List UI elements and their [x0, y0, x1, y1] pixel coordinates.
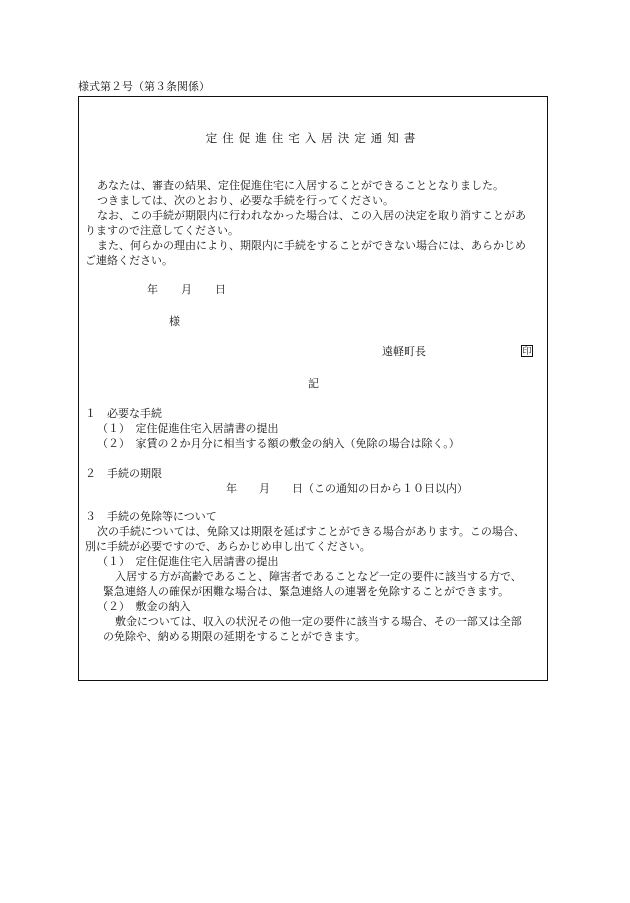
section1-item1: （１） 定住促進住宅入居請書の提出 — [97, 422, 279, 435]
section3-heading: ３ 手続の免除等について — [85, 510, 217, 523]
section3-item2-line-b: の免除や、納める期限の延期をすることができます。 — [103, 630, 366, 643]
issuer-name: 遠軽町長 — [382, 345, 426, 358]
notice-frame — [78, 96, 548, 681]
section3-item1-line-a: 入居する方が高齢であること、障害者であることなど一定の要件に該当する方で、 — [115, 570, 522, 583]
section3-para-a: 次の手続については、免除又は期限を延ばすことができる場合があります。この場合、 — [97, 525, 525, 538]
section3-item2-heading: （２） 敷金の納入 — [97, 600, 191, 613]
intro-line-1: あなたは、審査の結果、定住促進住宅に入居することができることとなりました。 — [97, 179, 504, 192]
intro-line-4a: また、何らかの理由により、期限内に手続をすることができない場合には、あらかじめ — [97, 239, 526, 252]
section3-para-b: 別に手続が必要ですので、あらかじめ申し出てください。 — [85, 540, 371, 553]
seal-icon: 印 — [522, 347, 532, 357]
form-number-label: 様式第２号（第３条関係） — [78, 80, 210, 93]
section3-item2-line-a: 敷金については、収入の状況その他一定の要件に該当する場合、その一部又は全部 — [115, 615, 522, 628]
addressee-suffix: 様 — [169, 315, 180, 328]
date-year-label: 年 — [147, 283, 158, 296]
date-day-label: 日 — [215, 283, 226, 296]
ki-label: 記 — [308, 377, 319, 390]
section1-heading: １ 必要な手続 — [85, 407, 162, 420]
document-title: 定住促進住宅入居決定通知書 — [205, 131, 421, 145]
section2-deadline: 年 月 日（この通知の日から１０日以内） — [226, 482, 468, 495]
intro-line-3b: りますので注意してください。 — [85, 224, 239, 237]
date-month-label: 月 — [181, 283, 192, 296]
intro-line-3a: なお、この手続が期限内に行われなかった場合は、この入居の決定を取り消すことがあ — [97, 209, 526, 222]
intro-line-2: つきましては、次のとおり、必要な手続を行ってください。 — [97, 194, 394, 207]
intro-line-4b: ご連絡ください。 — [85, 254, 173, 267]
section1-item2: （２） 家賃の２か月分に相当する額の敷金の納入（免除の場合は除く。） — [97, 437, 460, 450]
section3-item1-line-b: 緊急連絡人の確保が困難な場合は、緊急連絡人の連署を免除することができます。 — [103, 585, 510, 598]
section2-heading: ２ 手続の期限 — [85, 467, 162, 480]
seal-mark — [521, 344, 533, 358]
section3-item1-heading: （１） 定住促進住宅入居請書の提出 — [97, 555, 279, 568]
